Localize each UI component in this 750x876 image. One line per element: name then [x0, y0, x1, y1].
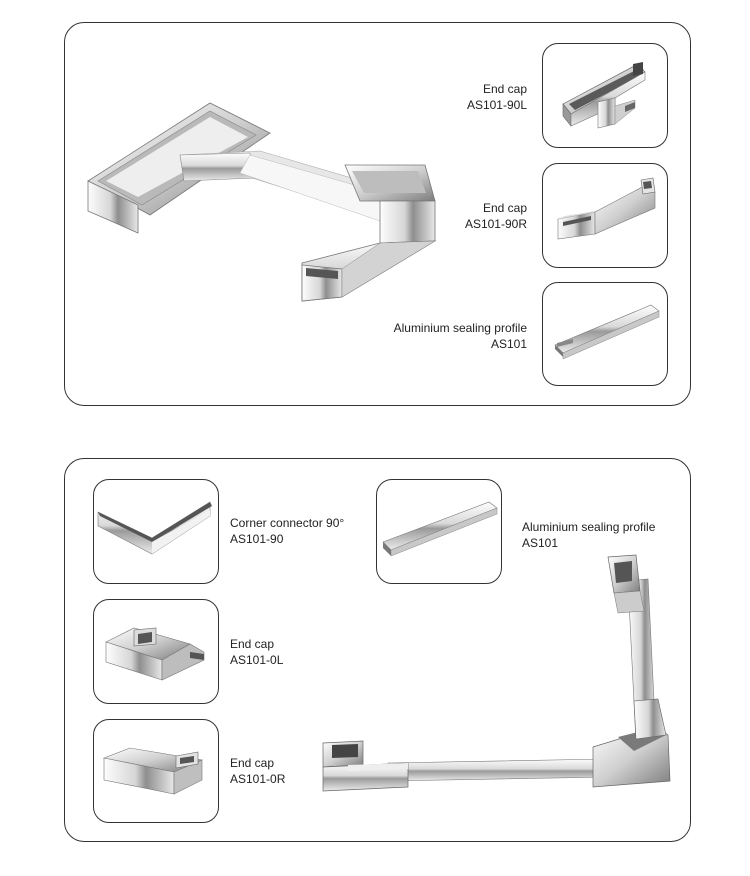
sealing-profile-bottom-code: AS101 — [522, 536, 559, 550]
end-cap-0l-code: AS101-0L — [230, 653, 284, 667]
end-cap-90l-label — [467, 81, 527, 113]
end-cap-0l-image — [94, 600, 218, 703]
corner-connector-image — [94, 480, 218, 583]
end-cap-0r-image — [94, 720, 218, 822]
end-cap-90r-label — [465, 200, 527, 232]
end-cap-90l-name: End cap — [482, 82, 527, 96]
end-cap-90r-thumbnail — [542, 163, 668, 268]
sealing-profile-top-thumbnail — [542, 282, 668, 386]
end-cap-0l-thumbnail — [93, 599, 219, 704]
corner-connector-code: AS101-90 — [230, 532, 284, 546]
end-cap-0r-label — [230, 755, 285, 787]
assembled-frame-top-image — [80, 93, 440, 323]
corner-connector-label — [230, 515, 344, 547]
sealing-profile-bottom-name: Aluminium sealing profile — [522, 520, 656, 534]
bottom-panel — [64, 458, 691, 842]
end-cap-0r-thumbnail — [93, 719, 219, 823]
sealing-profile-top-code: AS101 — [490, 337, 527, 351]
end-cap-0l-name: End cap — [230, 637, 275, 651]
end-cap-90r-code: AS101-90R — [464, 217, 527, 231]
sealing-profile-top-image — [543, 283, 667, 385]
sealing-profile-top-label — [394, 320, 527, 352]
end-cap-90l-code: AS101-90L — [466, 98, 527, 112]
end-cap-0l-label — [230, 636, 283, 668]
assembled-frame-bottom-image — [318, 551, 678, 801]
end-cap-90l-image — [543, 44, 667, 147]
end-cap-90r-image — [543, 164, 667, 267]
top-panel — [64, 22, 691, 406]
end-cap-90l-thumbnail — [542, 43, 668, 148]
corner-connector-thumbnail — [93, 479, 219, 584]
corner-connector-name: Corner connector 90° — [230, 516, 345, 530]
end-cap-0r-name: End cap — [230, 756, 275, 770]
end-cap-90r-name: End cap — [482, 201, 527, 215]
end-cap-0r-code: AS101-0R — [230, 772, 286, 786]
sealing-profile-top-name: Aluminium sealing profile — [393, 321, 527, 335]
sealing-profile-bottom-label — [522, 519, 655, 551]
